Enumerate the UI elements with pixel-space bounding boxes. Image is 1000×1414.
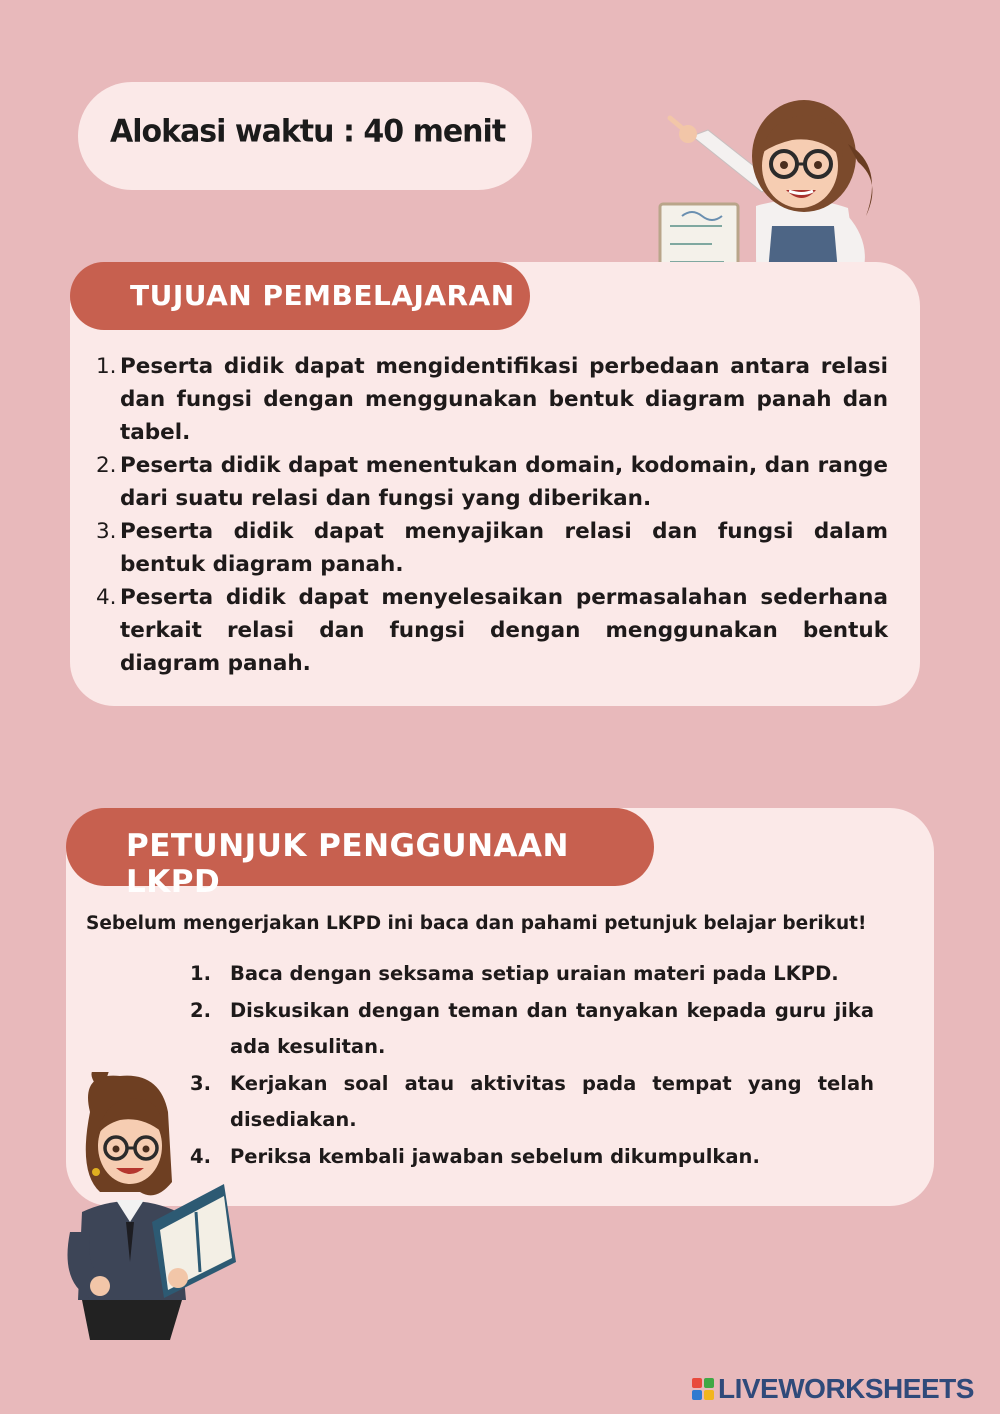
liveworksheets-logo	[692, 1372, 992, 1406]
teacher-reading-illustration	[60, 1072, 240, 1340]
objectives-banner	[70, 262, 530, 330]
objectives-title: TUJUAN PEMBELAJARAN	[130, 279, 515, 312]
instructions-intro: Sebelum mengerjakan LKPD ini baca dan pahami petunjuk belajar berikut!	[86, 913, 867, 934]
objectives-list	[96, 350, 888, 680]
list-item: 1. Peserta didik dapat mengidentifikasi perbedaan antara relasi dan fungsi dengan menggunakan bentuk diagram panah dan tabel.	[96, 354, 888, 445]
time-allocation-text: Alokasi waktu : 40 menit	[110, 113, 506, 150]
list-item: 3. Kerjakan soal atau aktivitas pada tempat yang telah disediakan.	[190, 1071, 874, 1131]
list-item: 1. Baca dengan seksama setiap uraian materi pada LKPD.	[190, 962, 839, 985]
instructions-banner	[66, 808, 654, 900]
liveworksheets-logo-icon	[692, 1378, 714, 1400]
time-allocation-pill	[78, 82, 532, 190]
list-item: 4. Peserta didik dapat menyelesaikan permasalahan sederhana terkait relasi dan fungsi dengan menggunakan bentuk diagram panah.	[96, 585, 888, 676]
list-item: 3. Peserta didik dapat menyajikan relasi dan fungsi dalam bentuk diagram panah.	[96, 519, 888, 577]
list-item: 2. Peserta didik dapat menentukan domain, kodomain, dan range dari suatu relasi dan fungsi yang diberikan.	[96, 453, 888, 511]
instructions-list	[190, 956, 874, 1175]
list-item: 2. Diskusikan dengan teman dan tanyakan kepada guru jika ada kesulitan.	[190, 998, 874, 1058]
list-item: 4. Periksa kembali jawaban sebelum dikumpulkan.	[190, 1144, 760, 1168]
instructions-title: PETUNJUK PENGGUNAAN LKPD	[126, 828, 569, 900]
liveworksheets-logo-text: LIVEWORKSHEETS	[718, 1373, 974, 1404]
